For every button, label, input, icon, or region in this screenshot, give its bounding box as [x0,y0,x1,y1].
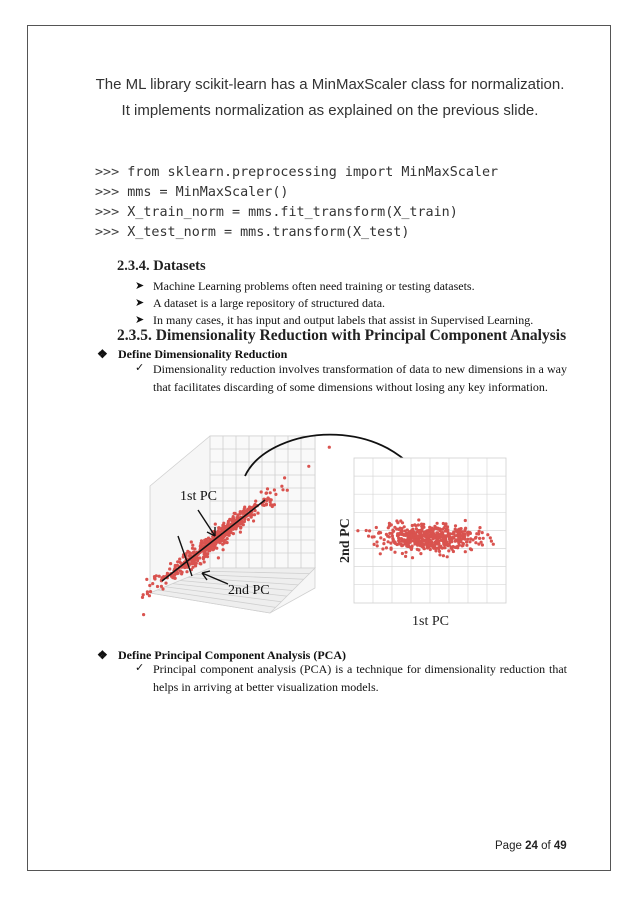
scatter-point [203,560,206,563]
code-text: from sklearn.preprocessing import MinMaxScaler [127,165,499,180]
scatter-point [153,575,156,578]
scatter-point [489,536,492,539]
scatter-point [490,540,493,543]
scatter-point [141,596,144,599]
scatter-point [265,491,268,494]
list-item-text: Machine Learning problems often need training or testing datasets. [153,279,475,293]
scatter-point [194,564,197,567]
scatter-point [368,529,371,532]
scatter-point [452,532,455,535]
scatter-point [190,540,193,543]
scatter-point [434,549,437,552]
scatter-point [450,546,453,549]
scatter-point [226,541,229,544]
scatter-point [438,553,441,556]
scatter-point [266,487,269,490]
scatter-point [443,546,446,549]
scatter-point [416,544,419,547]
scatter-point [437,547,440,550]
scatter-point [417,548,420,551]
code-prompt: >>> [95,185,120,200]
scatter-point [146,592,149,595]
scatter-point [307,465,310,468]
scatter-point [474,541,477,544]
answer-item [135,661,567,696]
list-item-text: In many cases, it has input and output labels that assist in Supervised Learning. [153,313,534,327]
scatter-point [401,544,404,547]
label-2nd-pc-axis: 2nd PC [338,518,353,563]
list-item [135,279,605,294]
scatter-point [442,537,445,540]
scatter-point [215,547,218,550]
scatter-point [438,550,441,553]
scatter-point [464,527,467,530]
scatter-point [254,500,257,503]
scatter-point [375,526,378,529]
scatter-point [217,556,220,559]
scatter-point [444,522,447,525]
scatter-point [444,534,447,537]
section-title: Dimensionality Reduction with Principal Component Analysis [155,327,567,344]
scatter-point [430,527,433,530]
scatter-point [383,538,386,541]
scatter-point [149,590,152,593]
scatter-point [151,582,154,585]
scatter-point [188,551,191,554]
scatter-point [269,491,272,494]
scatter-point [252,519,255,522]
code-line [95,185,289,200]
scatter-point [482,537,485,540]
arrow-bullet-icon: ➤ [135,314,145,326]
scatter-point [478,537,481,540]
scatter-point [407,545,410,548]
scatter-point [281,488,284,491]
scatter-point [382,542,385,545]
intro-line-1: The ML library scikit-learn has a MinMaxScaler class for normalization. [95,76,565,93]
scatter-point [437,539,440,542]
scatter-point [273,503,276,506]
scatter-point [413,533,416,536]
scatter-point [464,519,467,522]
question-heading [97,347,597,362]
scatter-point [387,540,390,543]
scatter-point [201,542,204,545]
scatter-point [404,551,407,554]
scatter-point [469,547,472,550]
scatter-point [456,530,459,533]
scatter-point [454,540,457,543]
scatter-point [403,541,406,544]
scatter-point [388,532,391,535]
list-item-text: A dataset is a large repository of structured data. [153,296,386,310]
scatter-point [422,534,425,537]
scatter-point [399,527,402,530]
label-2nd-pc-3d: 2nd PC [228,583,270,598]
scatter-point [239,526,242,529]
scatter-point [407,538,410,541]
scatter-point [270,498,273,501]
scatter-point [446,528,449,531]
scatter-point [237,524,240,527]
scatter-point [465,540,468,543]
scatter-point [411,556,414,559]
scatter-point [208,538,211,541]
scatter-point [477,532,480,535]
scatter-point [416,535,419,538]
scatter-point [183,566,186,569]
scatter-point [399,519,402,522]
scatter-point [274,493,277,496]
code-text: X_train_norm = mms.fit_transform(X_train) [127,205,458,220]
scatter-point [466,534,469,537]
scatter-point [419,532,422,535]
question-title: Define Principal Component Analysis (PCA) [118,648,346,662]
scatter-point [398,532,401,535]
scatter-point [419,552,422,555]
scatter-point [410,539,413,542]
scatter-point [481,531,484,534]
scatter-point [393,551,396,554]
code-prompt: >>> [95,165,120,180]
scatter-point [373,535,376,538]
scatter-point [229,530,232,533]
scatter-point [429,548,432,551]
scatter-point [375,540,378,543]
scatter-point [457,537,460,540]
scatter-point [239,531,242,534]
scatter-point [463,538,466,541]
scatter-point [203,539,206,542]
scatter-point [492,543,495,546]
scatter-point [267,496,270,499]
check-icon: ✓ [135,662,145,674]
scatter-point [404,533,407,536]
scatter-point [435,533,438,536]
scatter-point [447,549,450,552]
scatter-point [404,529,407,532]
scatter-point [387,526,390,529]
scatter-point [413,523,416,526]
scatter-point [385,533,388,536]
scatter-point [379,531,382,534]
section-number: 2.3.4. [117,258,150,274]
scatter-point [421,543,424,546]
scatter-point [436,522,439,525]
scatter-point [210,547,213,550]
scatter-point [420,529,423,532]
scatter-point [433,536,436,539]
scatter-point [477,543,480,546]
code-line [95,165,498,180]
intro-line-2: It implements normalization as explained on the previous slide. [121,102,539,119]
scatter-point [466,538,469,541]
scatter-point [225,525,228,528]
scatter-point [433,544,436,547]
scatter-point [390,547,393,550]
scatter-point [235,516,238,519]
scatter-point [148,584,151,587]
scatter-point [446,525,449,528]
code-text: mms = MinMaxScaler() [127,185,289,200]
scatter-point [168,567,171,570]
scatter-point [420,523,423,526]
footer-page-word: Page [495,840,522,852]
scatter-point [221,524,224,527]
diamond-bullet-icon: ❖ [97,648,108,662]
scatter-point [142,613,145,616]
scatter-point [428,545,431,548]
scatter-point [217,529,220,532]
scatter-point [273,488,276,491]
scatter-point [204,554,207,557]
scatter-point [240,522,243,525]
scatter-point [260,490,263,493]
scatter-point [158,575,161,578]
scatter-point [196,559,199,562]
scatter-point [367,535,370,538]
list-item [135,296,605,311]
arrow-bullet-icon: ➤ [135,280,145,292]
scatter-point [410,529,413,532]
scatter-point [461,544,464,547]
scatter-point [214,523,217,526]
scatter-point [145,578,148,581]
scatter-point [180,572,183,575]
scatter-point [469,537,472,540]
scatter-point [416,530,419,533]
scatter-point [234,512,237,515]
scatter-point [199,545,202,548]
section-number: 2.3.5. [117,327,152,344]
diamond-bullet-icon: ❖ [97,347,108,361]
question-title: Define Dimensionality Reduction [118,347,288,361]
scatter-point [164,582,167,585]
scatter-point [176,560,179,563]
scatter-point [283,476,286,479]
scatter-point [423,547,426,550]
scatter-point [221,543,224,546]
scatter-point [486,533,489,536]
scatter-point [242,510,245,513]
scatter-point [397,542,400,545]
scatter-point [393,540,396,543]
scatter-point [376,544,379,547]
scatter-point [356,529,359,532]
scatter-point [419,540,422,543]
scatter-point [460,527,463,530]
scatter-point [415,538,418,541]
scatter-point [454,524,457,527]
scatter-point [191,547,194,550]
code-prompt: >>> [95,225,120,240]
scatter-point [222,548,225,551]
scatter-point [441,547,444,550]
scatter-point [373,543,376,546]
scatter-point [464,550,467,553]
check-icon: ✓ [135,362,145,374]
scatter-point [465,544,468,547]
scatter-point [198,562,201,565]
scatter-point [430,540,433,543]
scatter-point [404,555,407,558]
pca-figure [120,418,540,628]
scatter-point [280,485,283,488]
scatter-point [468,540,471,543]
scatter-point [190,562,193,565]
scatter-point [169,562,172,565]
scatter-point [439,528,442,531]
scatter-point [142,593,145,596]
footer-page-total: 49 [553,840,567,852]
scatter-point [427,531,430,534]
scatter-point [379,536,382,539]
scatter-point [227,520,230,523]
scatter-point [388,522,391,525]
scatter-point [286,489,289,492]
scatter-point [166,572,169,575]
scatter-point [225,532,228,535]
code-prompt: >>> [95,205,120,220]
scatter-point [417,518,420,521]
scatter-point [178,558,181,561]
scatter-point [440,534,443,537]
footer-of-word: of [541,840,551,852]
scatter-point [481,543,484,546]
scatter-point [393,526,396,529]
section-heading-dimensionality [117,327,566,345]
scatter-point [400,537,403,540]
arrow-bullet-icon: ➤ [135,297,145,309]
scatter-point [219,537,222,540]
scatter-point [191,544,194,547]
scatter-point [448,535,451,538]
label-1st-pc-3d: 1st PC [180,489,217,504]
scatter-point [232,518,235,521]
scatter-point [454,546,457,549]
scatter-point [401,552,404,555]
answer-item [135,361,567,396]
code-text: X_test_norm = mms.transform(X_test) [127,225,410,240]
section-heading-datasets [117,258,206,275]
scatter-point [422,526,425,529]
code-line [95,205,458,220]
scatter-point [396,521,399,524]
list-item [135,313,605,328]
scatter-point [156,585,159,588]
scatter-point [365,529,368,532]
scatter-point [247,518,250,521]
scatter-point [427,535,430,538]
code-line [95,225,409,240]
scatter-point [441,531,444,534]
page-footer [495,840,567,852]
answer-text: Dimensionality reduction involves transformation of data to new dimensions in a way that facilitates discarding of some dimensions without losing any key information. [153,362,567,394]
footer-page-number: 24 [525,840,538,852]
scatter-point [442,554,445,557]
section-title: Datasets [153,258,206,274]
scatter-point [328,446,331,449]
scatter-point [269,503,272,506]
scatter-point [381,547,384,550]
scatter-point [385,546,388,549]
answer-text: Principal component analysis (PCA) is a technique for dimensionality reduction that helps in arriving at better visualization models. [153,662,567,694]
label-1st-pc-axis: 1st PC [412,614,449,628]
scatter-point [185,570,188,573]
scatter-point [463,530,466,533]
scatter-point [410,534,413,537]
scatter-point [379,552,382,555]
scatter-point [256,512,259,515]
scatter-point [463,533,466,536]
scatter-point [175,572,178,575]
scatter-point [446,555,449,558]
scatter-point [160,585,163,588]
scatter-point [478,526,481,529]
scatter-point [478,530,481,533]
scatter-point [451,536,454,539]
